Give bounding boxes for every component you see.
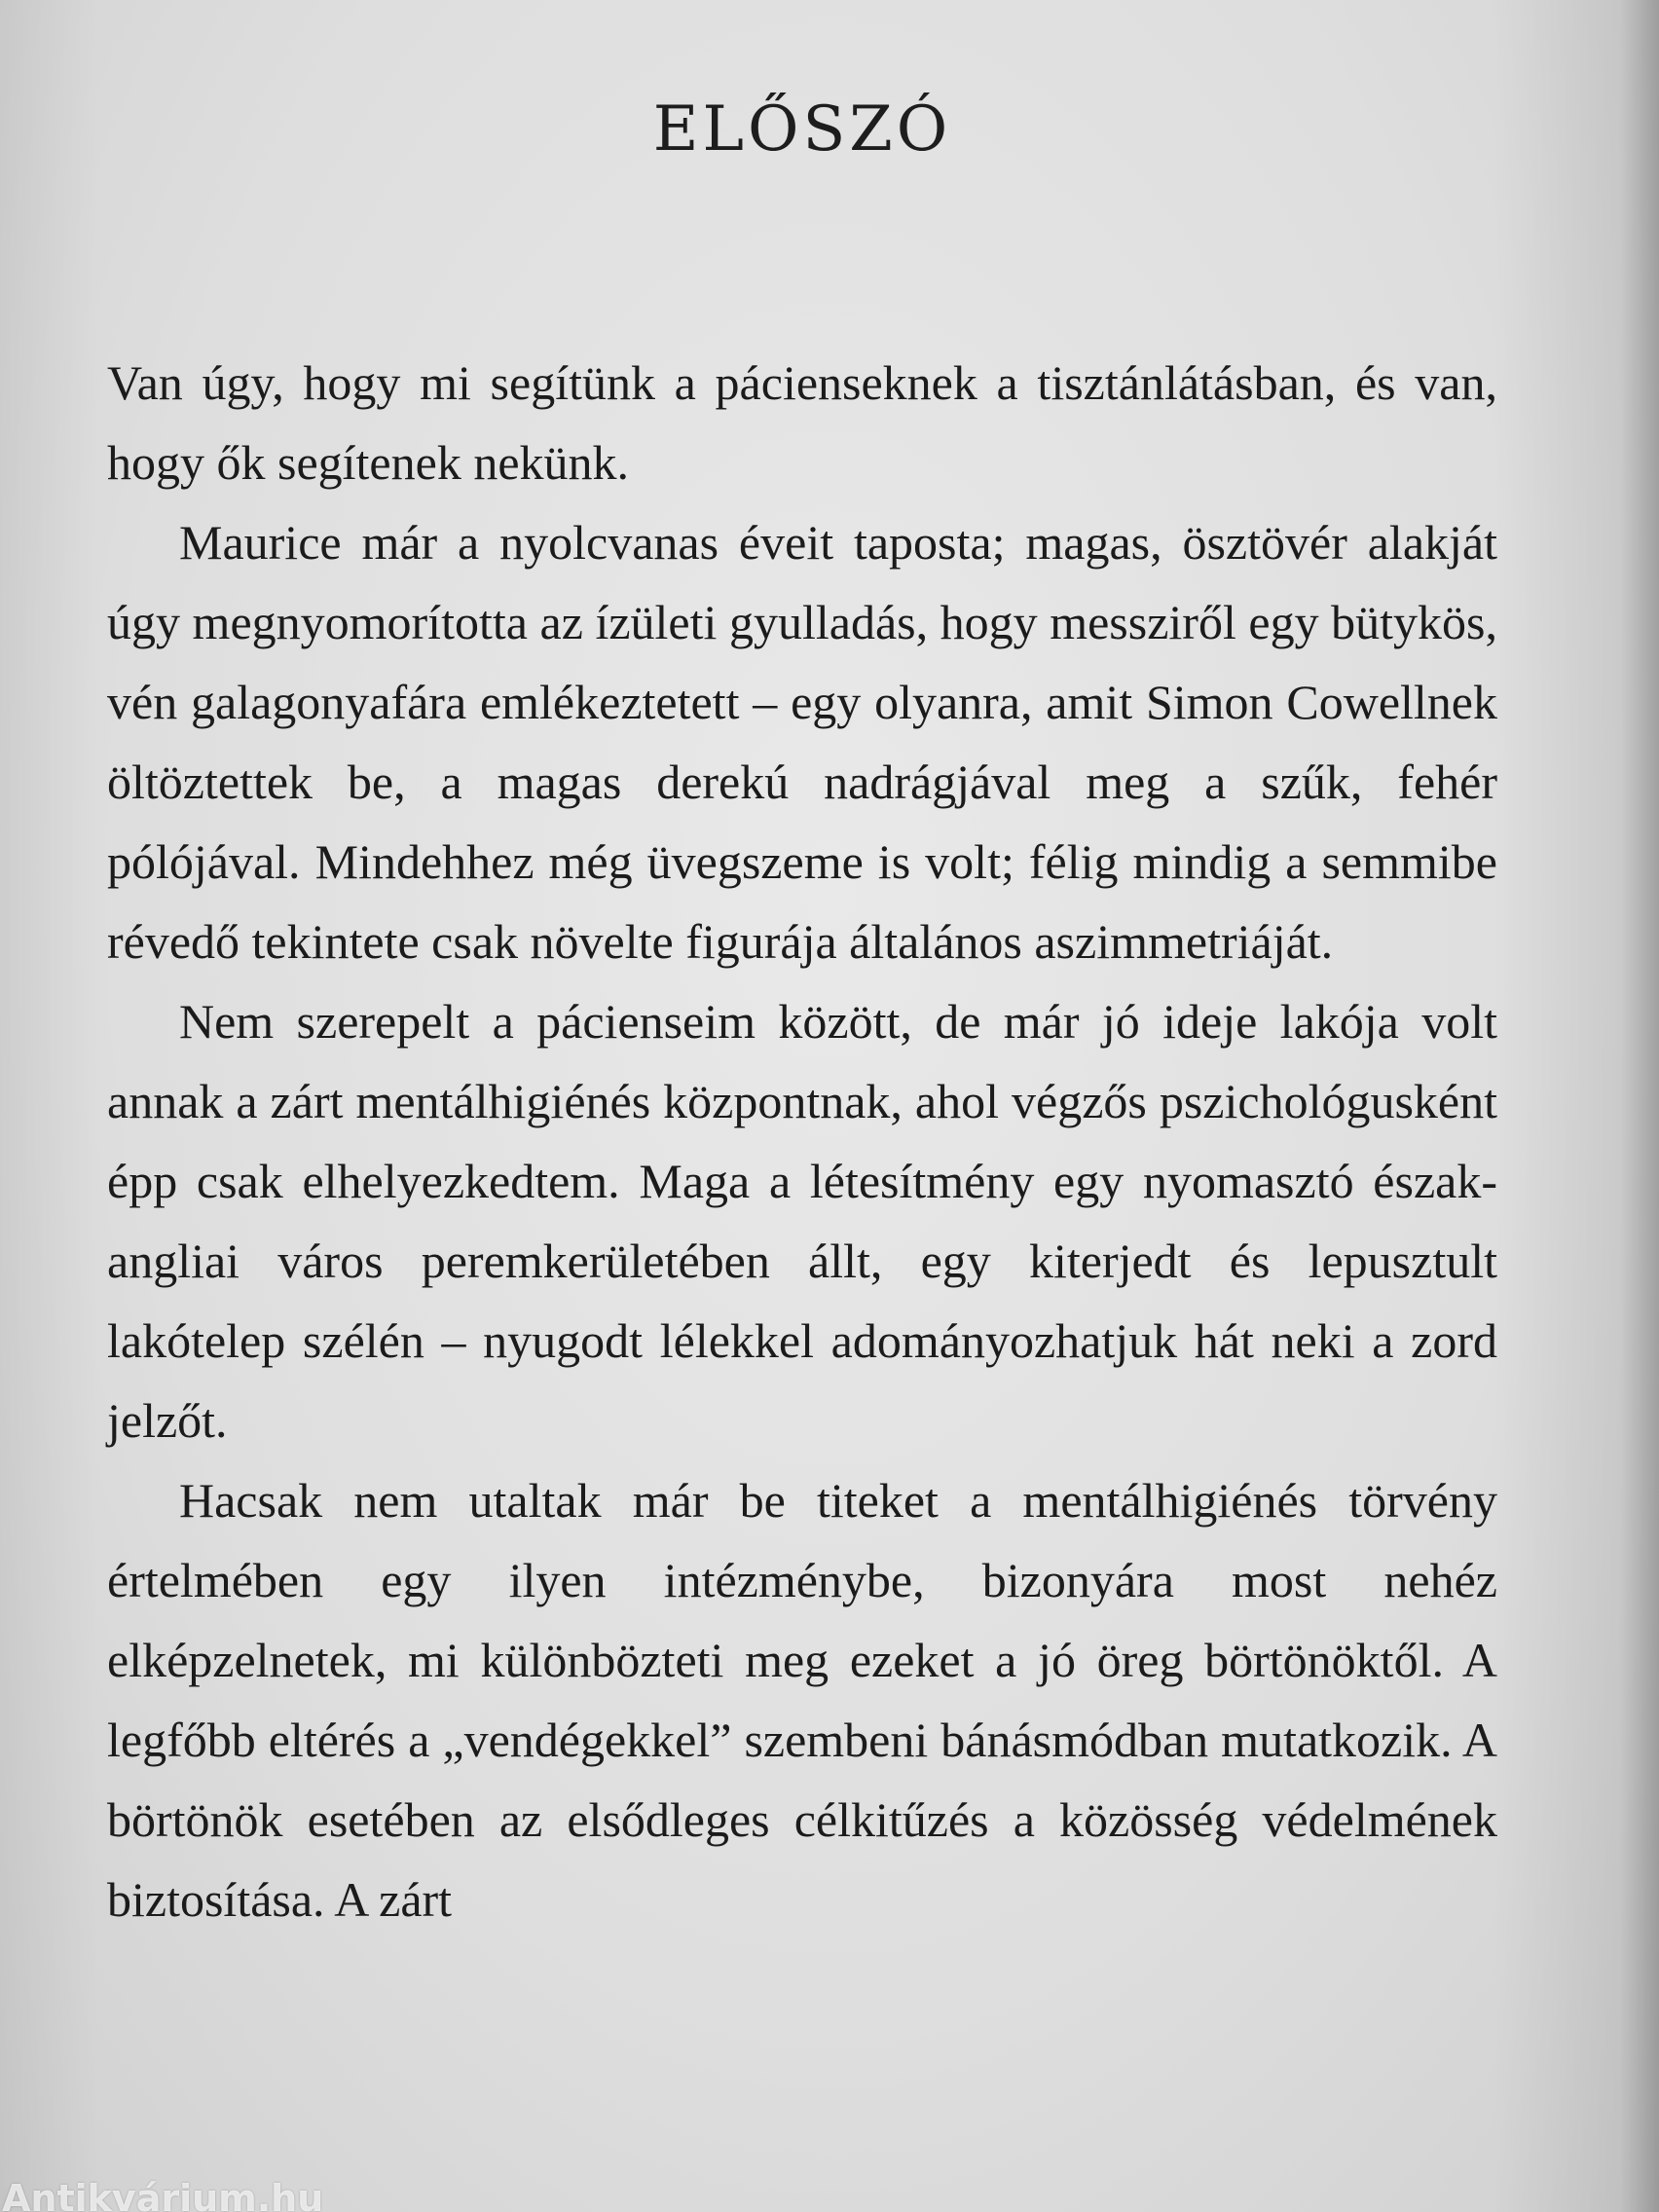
body-text <box>107 343 1497 1939</box>
page-edge-shadow <box>1620 0 1659 2212</box>
watermark: Antikvárium.hu <box>2 2177 324 2212</box>
paragraph-3: Nem szerepelt a pácienseim között, de már jó ideje lakója volt annak a zárt mentálhigiénés központnak, ahol végzős pszichológusként épp csak elhelyezkedtem. Maga a létesítmény egy nyomasztó észak-angliai város peremkerületében állt, egy kiterjedt és lepusztult lakótelep szélén – nyugodt lélekkel adományozhatjuk hát neki a zord jelzőt. <box>107 994 1497 1448</box>
paragraph-2: Maurice már a nyolcvanas éveit taposta; magas, ösztövér alakját úgy megnyomorította az ízületi gyulladás, hogy messziről egy bütykös, vén galagonyafára emlékeztetett – egy olyanra, amit Simon Cowellnek öltöztettek be, a magas derekú nadrágjával meg a szűk, fehér pólójával. Mindehhez még üvegszeme is volt; félig mindig a semmibe révedő tekintete csak növelte figurája általános aszimmetriáját. <box>107 515 1497 969</box>
paragraph-1: Van úgy, hogy mi segítünk a pácienseknek a tisztánlátásban, és van, hogy ők segítenek nekünk. <box>107 355 1497 490</box>
paragraph-4: Hacsak nem utaltak már be titeket a mentálhigiénés törvény értelmében egy ilyen intézménybe, bizonyára most nehéz elképzelnetek, mi különbözteti meg ezeket a jó öreg börtönöktől. A legfőbb eltérés a „vendégekkel” szembeni bánásmódban mutatkozik. A börtönök esetében az elsődleges célkitűzés a közösség védelmének biztosítása. A zárt <box>107 1473 1497 1927</box>
chapter-title: ELŐSZÓ <box>652 93 952 166</box>
